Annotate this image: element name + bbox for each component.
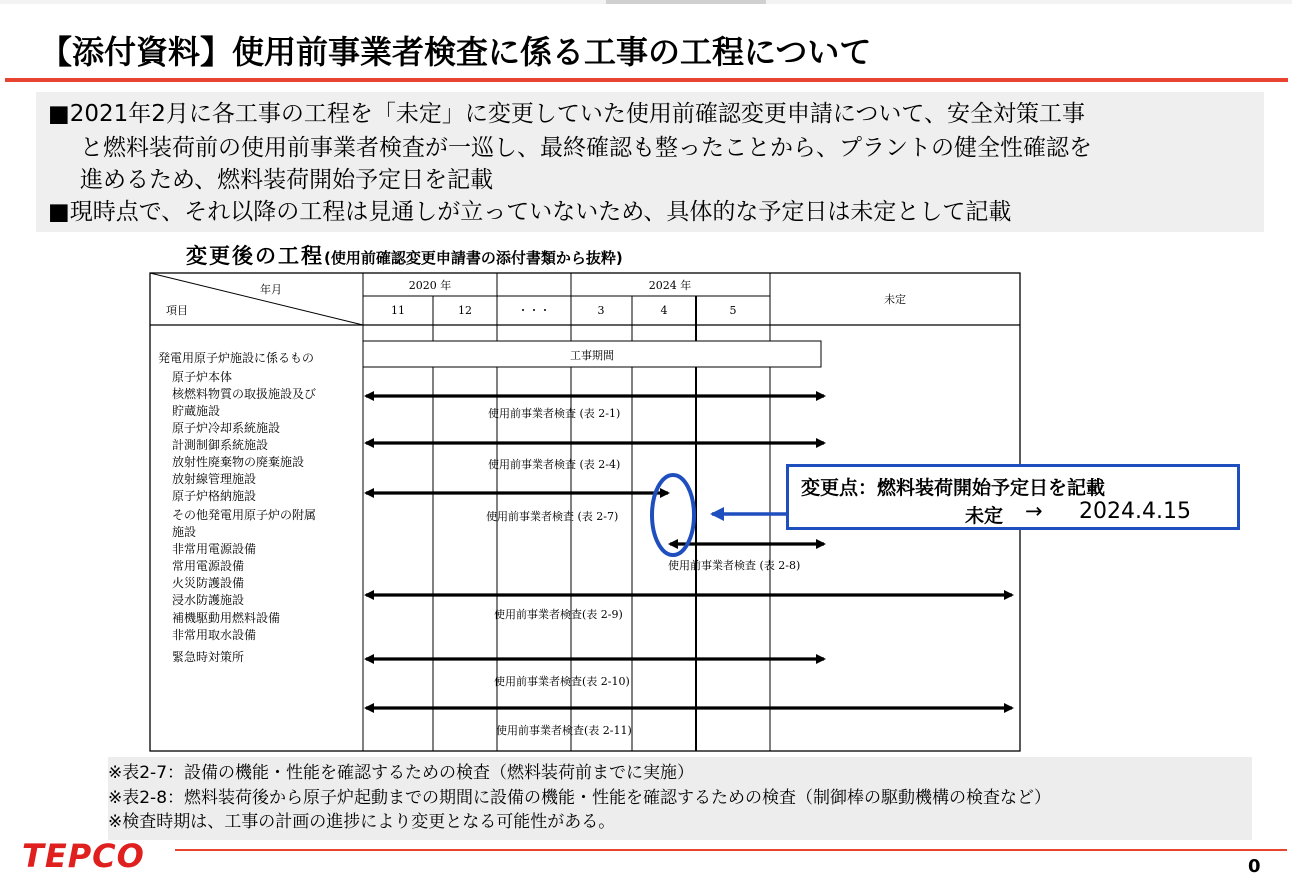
note-line-1: ※表2-7：設備の機能・性能を確認するための検査（燃料装荷前までに実施） (108, 763, 695, 783)
item-label: 放射線管理施設 (172, 472, 257, 486)
inspection-label-2-9: 使用前事業者検査(表 2-9) (494, 608, 623, 621)
item-label: 非常用取水設備 (172, 628, 257, 642)
item-label: 原子炉格納施設 (172, 489, 257, 503)
inspection-label-2-8: 使用前事業者検査 (表 2-8) (668, 559, 801, 572)
note-line-3: ※検査時期は、工事の計画の進捗により変更となる可能性がある。 (108, 812, 616, 832)
item-label: 浸水防護施設 (172, 593, 245, 607)
page-number: 0 (1248, 856, 1261, 877)
tepco-logo: TEPCO (22, 837, 145, 875)
work-period-label: 工事期間 (570, 349, 614, 362)
item-label: 発電用原子炉施設に係るもの (158, 351, 315, 365)
summary-line-4: ■現時点で、それ以降の工程は見通しが立っていないため、具体的な予定日は未定として記載 (48, 199, 1012, 225)
summary-line-2: と燃料装荷前の使用前事業者検査が一巡し、最終確認も整ったことから、プラントの健全性確認を (80, 135, 1092, 161)
header-undecided: 未定 (884, 293, 906, 306)
footer-rule (175, 849, 1287, 851)
header-yearmonth: 年月 (260, 283, 282, 296)
header-month-3: 3 (597, 304, 605, 317)
item-label: 補機駆動用燃料設備 (172, 611, 281, 625)
item-label: 貯蔵施設 (172, 404, 221, 418)
header-month-dots: ・・・ (517, 304, 551, 317)
chart-heading-sub: (使用前確認変更申請書の添付書類から抜粋) (324, 249, 623, 267)
item-label: 火災防護設備 (172, 576, 245, 590)
callout-title: 変更点：燃料装荷開始予定日を記載 (801, 477, 1106, 499)
item-label: 放射性廃棄物の廃棄施設 (172, 455, 305, 469)
summary-line-1: ■2021年2月に各工事の工程を「未定」に変更していた使用前確認変更申請について、安全対策工事 (48, 101, 1085, 127)
header-month-12: 12 (458, 304, 472, 317)
change-callout (786, 464, 1240, 530)
header-year-2024: 2024 年 (648, 279, 692, 292)
callout-to-date: 2024.4.15 (1079, 499, 1191, 524)
inspection-label-2-4: 使用前事業者検査 (表 2-4) (488, 458, 621, 471)
page-title: 【添付資料】使用前事業者検査に係る工事の工程について (40, 33, 872, 71)
callout-from: 未定 (965, 505, 1004, 527)
inspection-label-2-1: 使用前事業者検査 (表 2-1) (488, 407, 621, 420)
header-month-4: 4 (660, 304, 668, 317)
note-line-2: ※表2-8：燃料装荷後から原子炉起動までの期間に設備の機能・性能を確認するための検査（制御棒の駆動機構の検査など） (108, 788, 1052, 808)
item-label: 非常用電源設備 (172, 542, 257, 556)
header-month-5: 5 (729, 304, 737, 317)
item-label: 原子炉冷却系統施設 (172, 421, 281, 435)
item-label: 原子炉本体 (172, 370, 233, 384)
item-label: 核燃料物質の取扱施設及び (172, 387, 317, 401)
inspection-label-2-11: 使用前事業者検査(表 2-11) (496, 724, 632, 737)
header-item: 項目 (166, 304, 188, 317)
item-label: 緊急時対策所 (172, 650, 245, 664)
inspection-label-2-10: 使用前事業者検査(表 2-10) (494, 675, 630, 688)
item-label: 常用電源設備 (172, 559, 245, 573)
header-month-11: 11 (391, 304, 405, 317)
item-label: 計測制御系統施設 (172, 438, 269, 452)
callout-arrow: → (1025, 499, 1043, 523)
notes-panel (108, 757, 1252, 840)
item-label: 施設 (172, 525, 197, 539)
summary-line-3: 進めるため、燃料装荷開始予定日を記載 (80, 167, 494, 193)
header-year-2020: 2020 年 (408, 279, 452, 292)
item-label: その他発電用原子炉の附属 (172, 508, 317, 522)
chart-heading-main: 変更後の工程 (186, 244, 324, 268)
inspection-label-2-7: 使用前事業者検査 (表 2-7) (486, 510, 619, 523)
